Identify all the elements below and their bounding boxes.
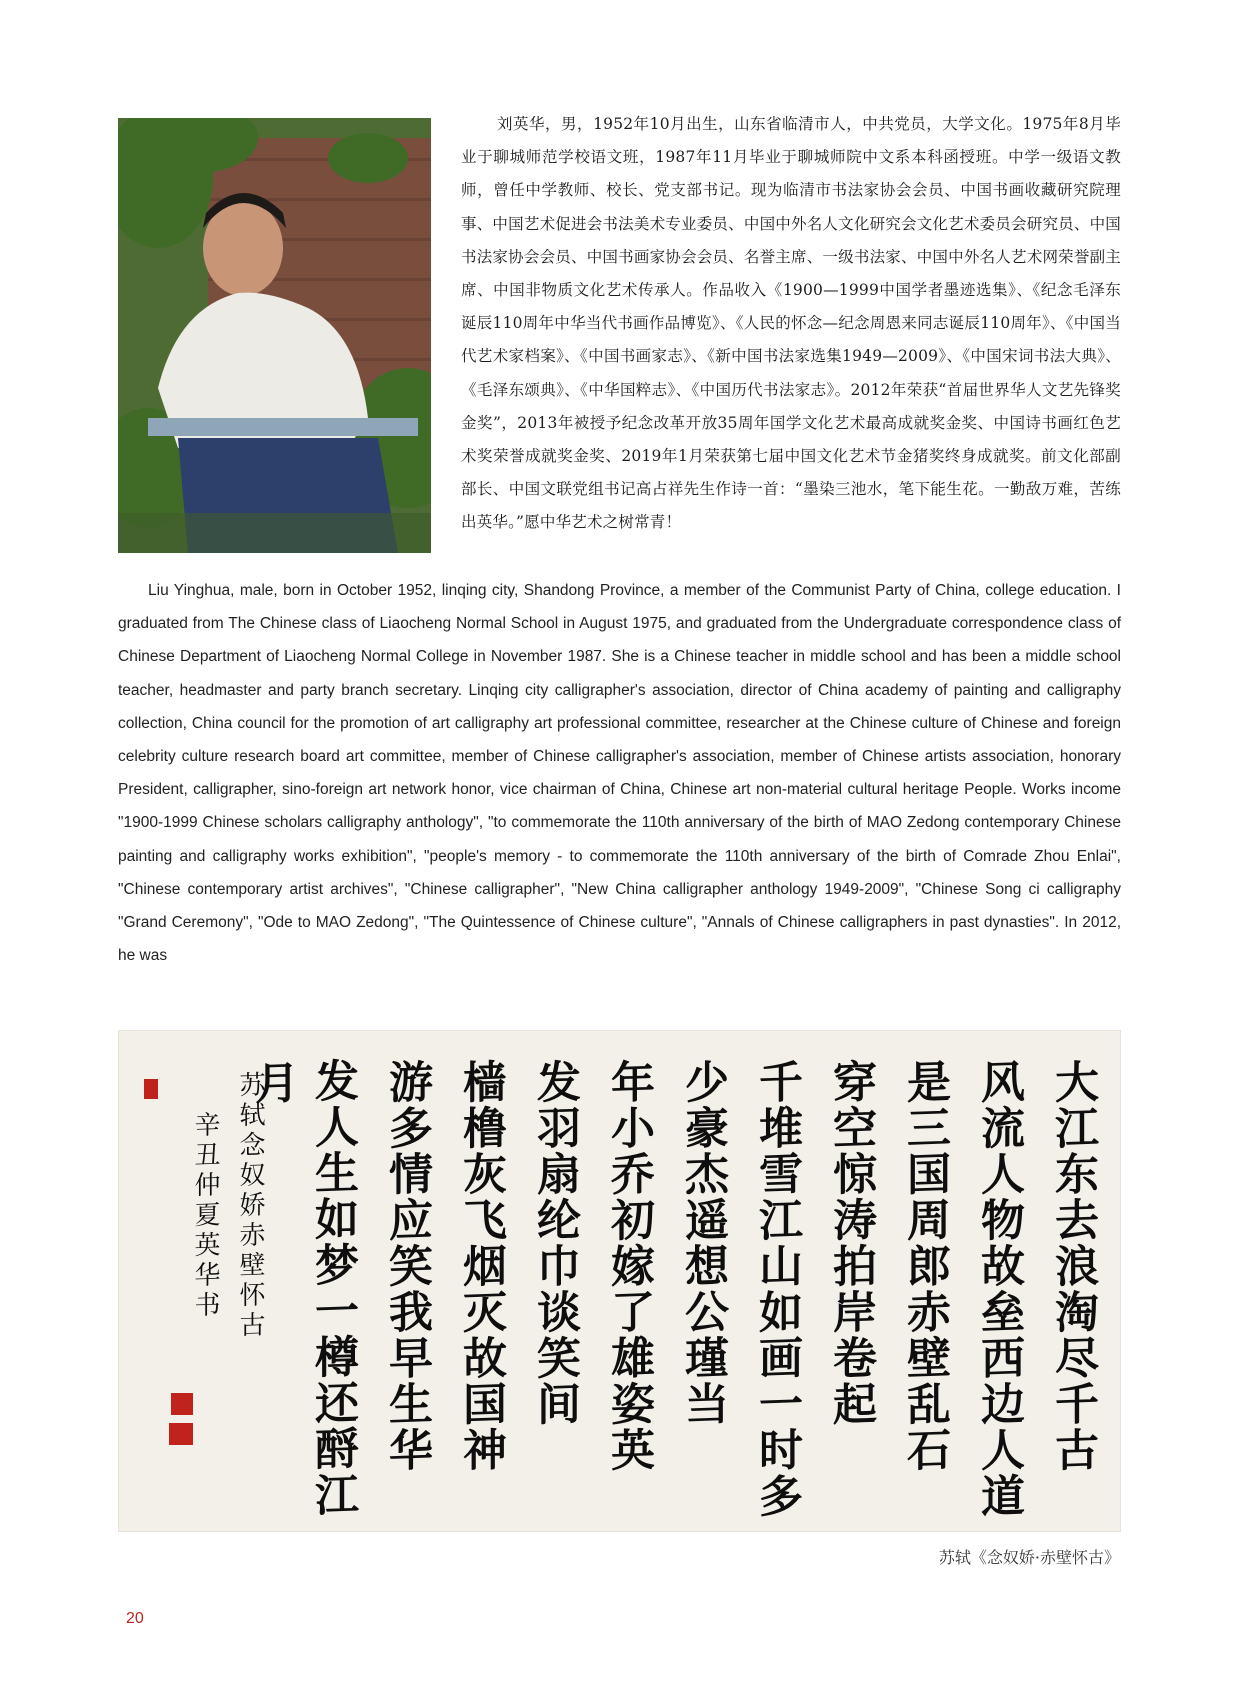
calligraphy-column: 樯橹灰飞烟灭故国神 (455, 1058, 506, 1474)
calligraphy-column: 发人生如梦一樽还酹江月 (247, 1057, 358, 1519)
artist-seal-lower (169, 1423, 193, 1445)
calligraphy-inscription: 辛丑仲夏英华书 (190, 1110, 220, 1322)
artist-seal-top (144, 1079, 158, 1099)
calligraphy-column: 年小乔初嫁了雄姿英 (603, 1058, 654, 1474)
calligraphy-column: 大江东去浪淘尽千古 (1047, 1058, 1098, 1474)
english-biography: Liu Yinghua, male, born in October 1952, linqing city, Shandong Province, a member of the Communist Party of China, college education. I graduated from The Chinese class of Liaocheng Normal School in August 1975, and graduated from the Undergraduate correspondence class of Chinese Department of Liaocheng Normal College in November 1987. She is a Chinese teacher in middle school and has been a middle school teacher, headmaster and party branch secretary. Linqing city calligrapher's association, director of China academy of painting and calligraphy collection, China council for the promotion of art calligraphy art professional committee, researcher at the Chinese culture of Chinese and foreign celebrity culture research board art committee, member of Chinese calligrapher's association, member of Chinese artists association, honorary President, calligrapher, sino-foreign art network honor, vice chairman of China, Chinese art non-material cultural heritage People. Works income "1900-1999 Chinese scholars calligraphy anthology", "to commemorate the 110th anniversary of the birth of MAO Zedong contemporary Chinese painting and calligraphy works exhibition", "people's memory - to commemorate the 110th anniversary of the birth of Comrade Zhou Enlai", "Chinese contemporary artist archives", "Chinese calligrapher", "New China calligrapher anthology 1949-2009", "Chinese Song ci calligraphy "Grand Ceremony", "Ode to MAO Zedong", "The Quintessence of Chinese culture", "Annals of Chinese calligraphers in past dynasties". In 2012, he was (118, 582, 1121, 965)
calligraphy-column: 千堆雪江山如画一时多 (751, 1058, 802, 1520)
portrait-photo (118, 118, 431, 553)
chinese-biography: 刘英华，男，1952年10月出生，山东省临清市人，中共党员，大学文化。1975年8月毕业于聊城师范学校语文班，1987年11月毕业于聊城师院中文系本科函授班。中学一级语文教师，曾任中学教师、校长、党支部书记。现为临清市书法家协会会员、中国书画收藏研究院理事、中国艺术促进会书法美术专业委员、中国中外名人文化研究会文化艺术委员会研究员、中国书法家协会会员、中国书画家协会会员、名誉主席、一级书法家、中国中外名人艺术网荣誉副主席、中国非物质文化艺术传承人。作品收入《1900—1999中国学者墨迹选集》、《纪念毛泽东诞辰110周年中华当代书画作品博览》、《人民的怀念—纪念周恩来同志诞辰110周年》、《中国当代艺术家档案》、《中国书画家志》、《新中国书法家选集1949—2009》、《中国宋词书法大典》、《毛泽东颂典》、《中华国粹志》、《中国历代书法家志》。2012年荣获“首届世界华人文艺先锋奖金奖”，2013年被授予纪念改革开放35周年国学文化艺术最高成就奖金奖、中国诗书画红色艺术奖荣誉成就奖金奖、2019年1月荣获第七届中国文化艺术节金猪奖终身成就奖。前文化部副部长、中国文联党组书记高占祥先生作诗一首：“墨染三池水，笔下能生花。一勤敌万难，苦练出英华。”愿中华艺术之树常青！ (461, 115, 1121, 532)
calligraphy-column: 穿空惊涛拍岸卷起 (825, 1058, 876, 1428)
page-number: 20 (126, 1610, 144, 1627)
calligraphy-inscription: 苏轼念奴娇赤壁怀古 (235, 1070, 265, 1342)
calligraphy-column: 发羽扇纶巾谈笑间 (529, 1058, 580, 1428)
calligraphy-column: 是三国周郎赤壁乱石 (899, 1058, 950, 1474)
calligraphy-column: 游多情应笑我早生华 (381, 1058, 432, 1474)
calligraphy-column: 风流人物故垒西边人道 (973, 1058, 1024, 1520)
calligraphy-column: 少豪杰遥想公瑾当 (677, 1058, 728, 1428)
artist-seal-upper (171, 1393, 193, 1415)
artwork-caption: 苏轼《念奴娇·赤壁怀古》 (938, 1548, 1120, 1567)
calligraphy-artwork (118, 1030, 1121, 1532)
